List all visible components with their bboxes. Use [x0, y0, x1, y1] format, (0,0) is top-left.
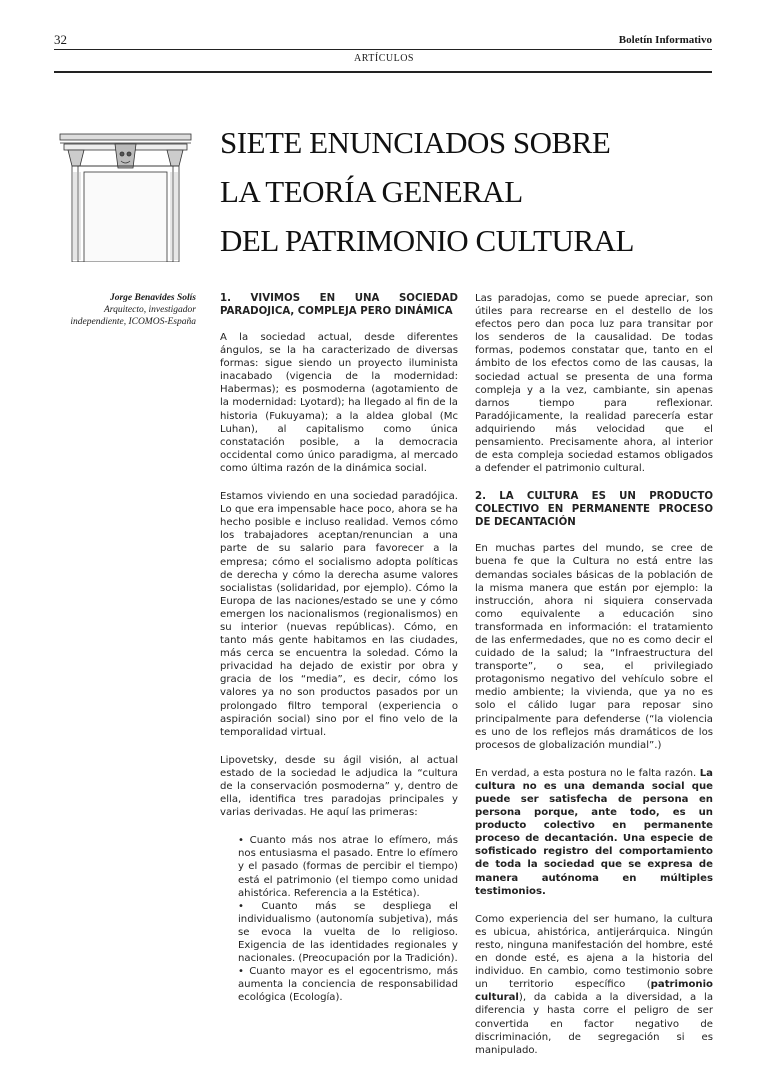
paragraph: Las paradojas, como se puede apreciar, son útiles para recrearse en el destello de los efectos pero dan poca luz para transitar por los senderos de la causalidad. De todas formas, podemos constatar que, tanto en el ámbito de los efectos como de las causas, la sociedad actual se presenta de una forma compleja y a la vez, cambiante, sin apenas darnos tiempo para reflexionar. Paradójicamente, la realidad parecería estar adquiriendo más velocidad que el pensamiento. Precisamente ahora, al interior de esta compleja sociedad estamos obligados a defender el patrimonio cultural.	[475, 293, 713, 475]
title-line: DEL PATRIMONIO CULTURAL	[220, 223, 634, 258]
bullet-item: • Cuanto más nos atrae lo efímero, más nos entusiasma el pasado. Entre lo efímero y el pasado (formas de percibir el tiempo) está el patrimonio (el tiempo como unidad ahistórica. Referencia a la Estética).	[238, 835, 458, 899]
paragraph	[475, 913, 713, 1057]
column-right	[475, 292, 713, 1072]
bullet-item: • Cuanto mayor es el egocentrismo, más aumenta la conciencia de responsabilidad ecológica (Ecología).	[238, 966, 458, 1004]
article-title	[220, 118, 720, 265]
section-heading: 2. LA CULTURA ES UN PRODUCTO COLECTIVO EN PERMANENTE PROCESO DE DECANTACIÓN	[475, 491, 713, 529]
column-left	[220, 292, 458, 1005]
author-block	[40, 292, 196, 328]
paragraph	[475, 767, 713, 898]
author-name: Jorge Benavides Solís	[109, 293, 196, 303]
section-label: ARTÍCULOS	[353, 53, 414, 64]
author-role: Arquitecto, investigador	[104, 305, 196, 315]
bullet-list	[238, 834, 458, 1004]
paragraph: Estamos viviendo en una sociedad paradójica. Lo que era impensable hace poco, ahora se ha hecho posible e incluso realidad. Vemos cómo los trabajadores aceptan/renuncian a una parte de su salario para favorecer a la empresa; cómo el socialismo adopta políticas de derecha y cómo la derecha asume valores socialistas (solidaridad, por ejemplo). Cómo la Europa de las naciones/estado se une y cómo emergen los nacionalismos (regionalismos) en su interior (nuevas repúblicas). Cómo, en tanto más gente habitamos en las ciudades, más cerca se encuentra la soledad. Cómo la privacidad ha dejado de existir por obra y gracia de los “media”, es decir, cómo los valores ya no son productos pasados por un prolongado filtro temporal (experiencia o aspiración social) sino por el fino velo de la temporalidad virtual.	[220, 491, 458, 738]
text-run: Como experiencia del ser humano, la cultura es ubicua, ahistórica, antijerárquica. Ningún resto, ninguna manifestación del hombre, esté en donde esté, es ajena a la historia del individuo. En cambio, como testimonio sobre un territorio específico (	[475, 913, 713, 991]
section-rule	[54, 71, 712, 73]
title-line: SIETE ENUNCIADOS SOBRE	[220, 125, 611, 160]
title-line: LA TEORÍA GENERAL	[220, 174, 523, 209]
text-run: En verdad, a esta postura no le falta razón.	[475, 767, 700, 779]
section-heading: 1. VIVIMOS EN UNA SOCIEDAD PARADOJICA, COMPLEJA PERO DINÁMICA	[220, 293, 458, 317]
page-number: 32	[54, 32, 67, 47]
doorway-illustration	[58, 132, 193, 262]
bullet-item: • Cuanto más se despliega el individualismo (autonomía subjetiva), más se evoca la vuelta de lo religioso. Exigencia de las identidades regionales y nacionales. (Preocupación por la Tradición).	[238, 900, 458, 965]
paragraph: A la sociedad actual, desde diferentes ángulos, se la ha caracterizado de diversas formas: sigue siendo un proyecto iluminista inacabado (vigencia de la modernidad: Habermas); es posmoderna (agotamiento de la modernidad: Lyotard); ha llegado al fin de la historia (Fukuyama); a la aldea global (Mc Luhan), al capitalismo como única constatación posible, a la democracia occidental como único paradigma, al mercado como última razón de la dinámica social.	[220, 332, 458, 474]
header-rule	[54, 49, 712, 50]
publication-name: Boletín Informativo	[618, 34, 712, 46]
paragraph: Lipovetsky, desde su ágil visión, al actual estado de la sociedad le adjudica la “cultura de la conservación posmoderna” y, dentro de ella, identifica tres paradojas principales y varias derivadas. He aquí las primeras:	[220, 754, 458, 819]
text-run: ), da cabida a la diversidad, a la diferencia y hasta corre el peligro de ser convertida en factor negativo de discriminación, de segregación si es manipulado.	[475, 992, 713, 1056]
emphasis-text: La cultura no es una demanda social que puede ser satisfecha de persona en persona porque, ante todo, es un producto colectivo en permanente proceso de decantación. Una especie de sofisticado registro del comportamiento de toda la sociedad que se expresa de manera autónoma en múltiples testimonios.	[475, 767, 713, 897]
author-affiliation: independiente, ICOMOS-España	[70, 317, 196, 327]
paragraph: En muchas partes del mundo, se cree de buena fe que la Cultura no está entre las demandas sociales básicas de la población de la misma manera que están por ejemplo: la instrucción, ahora ni siquiera conservada como equivalente a educación sino transformada en información: el tratamiento de las enfermedades, que no es como decir el cuidado de la salud; la “Infraestructura del transporte”, o sea, el privilegiado protagonismo negativo del vehículo sobre el medio ambiente; la vivienda, que ya no es solo el cálido lugar para reposar sino principalmente para defenderse (“la violencia es uno de los reflejos más dramáticos de los procesos de globalización mundial”.)	[475, 543, 713, 751]
emphasis-text: patrimonio cultural	[475, 979, 713, 1004]
